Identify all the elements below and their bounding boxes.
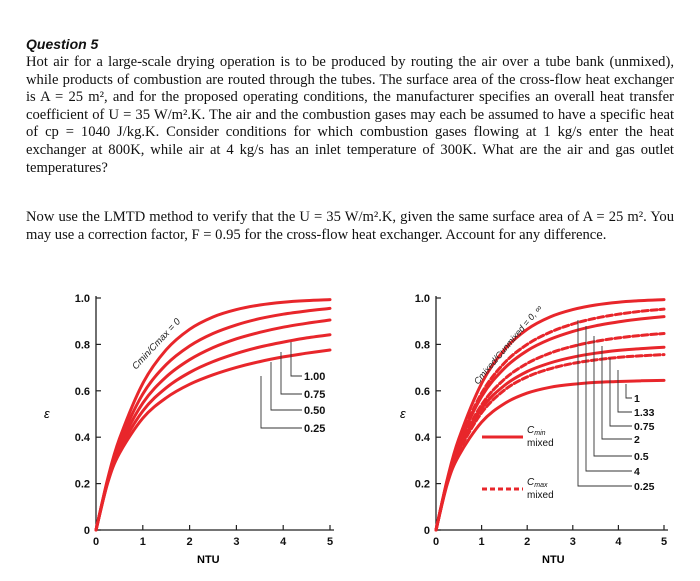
y-tick-label: 1.0 xyxy=(414,293,430,305)
y-tick-label: 0.2 xyxy=(74,478,90,491)
left-ratio-labels xyxy=(304,371,325,435)
x-tick-label: 3 xyxy=(233,536,240,548)
left-x-label: NTU xyxy=(197,554,220,566)
left-ratio-label: 1.00 xyxy=(304,371,326,383)
left-y-label: ε xyxy=(44,406,50,421)
y-tick-label: 0.2 xyxy=(414,478,430,491)
x-tick-label: 3 xyxy=(569,536,576,548)
right-bracket xyxy=(578,320,632,486)
right-legend xyxy=(482,425,554,501)
left-ratio-label: 0.75 xyxy=(304,389,326,401)
right-ratio-label: 0.5 xyxy=(634,451,649,463)
left-ratio-label: 0.50 xyxy=(304,405,326,417)
right-ratio-label: 0.25 xyxy=(634,481,655,493)
x-tick-label: 4 xyxy=(280,536,287,548)
chart-left xyxy=(44,293,334,566)
left-y-ticks xyxy=(75,293,101,537)
x-tick-label: 2 xyxy=(524,536,531,548)
y-tick-label: 0.4 xyxy=(74,432,90,445)
x-tick-label: 5 xyxy=(326,536,334,548)
y-tick-label: 0.6 xyxy=(74,385,90,398)
left-curve-series xyxy=(96,320,330,530)
effectiveness-charts xyxy=(0,280,700,581)
y-tick-label: 0.6 xyxy=(414,385,430,398)
question-paragraph-2: Now use the LMTD method to verify that the U = 35 W/m².K, given the same surface area of A = 25 m². You may use a correction factor, F = 0.95 for the cross-flow heat exchanger. Account for any difference. xyxy=(26,209,674,243)
legend-solid-mixed: mixed xyxy=(527,438,554,449)
y-tick-label: 0.4 xyxy=(414,432,430,445)
legend-solid-label: $C_{min}$ xyxy=(527,425,546,437)
x-tick-label: 1 xyxy=(139,536,146,548)
y-tick-label: 0.8 xyxy=(74,339,90,352)
right-ratio-label: 2 xyxy=(634,434,640,446)
y-tick-label: 0.8 xyxy=(414,339,430,352)
right-y-label: ε xyxy=(400,406,406,421)
x-tick-label: 4 xyxy=(615,536,622,548)
x-tick-label: 5 xyxy=(660,536,668,548)
right-ratio-label: 1.33 xyxy=(634,407,655,419)
left-curve-series xyxy=(96,308,330,530)
left-curves xyxy=(96,300,330,530)
right-curve-series xyxy=(436,380,664,530)
right-ratio-label: 1 xyxy=(634,393,640,405)
legend-dashed-label: $C_{max}$ xyxy=(527,477,548,489)
x-tick-label: 0 xyxy=(92,536,100,548)
question-title: Question 5 xyxy=(26,36,99,52)
chart-right xyxy=(400,293,668,566)
left-curve-series xyxy=(96,350,330,530)
left-curve-annotation: Cmin/Cmax = 0 xyxy=(130,316,184,373)
right-ratio-label: 4 xyxy=(634,466,640,478)
right-ratio-label: 0.75 xyxy=(634,421,655,433)
x-tick-label: 1 xyxy=(478,536,485,548)
x-tick-label: 2 xyxy=(186,536,193,548)
y-tick-label: 1.0 xyxy=(74,293,90,305)
legend-dashed-mixed: mixed xyxy=(527,490,554,501)
right-ratio-labels xyxy=(634,393,655,493)
y-tick-label: 0 xyxy=(83,525,90,537)
right-x-label: NTU xyxy=(542,554,565,566)
y-tick-label: 0 xyxy=(423,525,430,537)
left-ratio-label: 0.25 xyxy=(304,423,326,435)
x-tick-label: 0 xyxy=(432,536,440,548)
left-x-ticks xyxy=(93,525,333,548)
right-curve-annotation: Cmixed/Cunmixed = 0, ∞ xyxy=(471,303,544,387)
right-y-ticks xyxy=(415,293,441,537)
question-paragraph-1: Hot air for a large-scale drying operation is to be produced by routing the air over a tube bank (unmixed), while products of combustion are routed through the tubes. The surface area of the cross-flow heat exchanger is A = 25 m², and for the proposed operating conditions, the manufacturer specifies an overall heat transfer coefficient of U = 35 W/m².K. The air and the combustion gases may each be assumed to have a specific heat of cp = 1040 J/kg.K. Consider conditions for which combustion gases flowing at 1 kg/s enter the heat exchanger at 800K, while air at 4 kg/s has an inlet temperature of 300K. What are the air and gas outlet temperatures? xyxy=(26,54,674,176)
right-x-ticks xyxy=(433,525,667,548)
